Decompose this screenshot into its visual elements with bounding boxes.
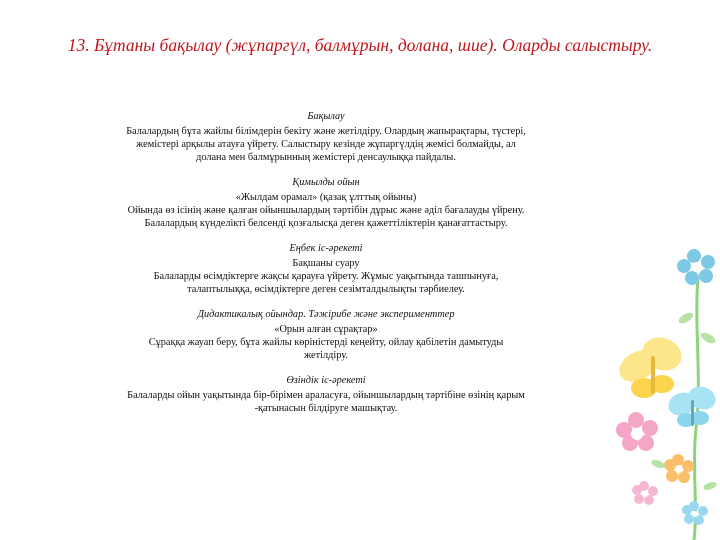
vine-stem [694,278,698,540]
blue-butterfly-icon [665,383,719,427]
text-line: Ойында өз ісінің және қалған ойыншылардың тәртібін дұрыс және әділ бағалауды үйрену. [127,205,525,216]
orange-flower-icon [664,454,694,483]
section-heading: Өзіндік іс-әрекеті [286,375,366,386]
leaf-icon [699,331,717,346]
section-heading: Дидактикалық ойындар. Тәжірибе және эксперименттер [197,309,455,320]
section-didactic-games [40,308,612,362]
leaf-icon [702,480,718,491]
text-line: долана мен балмұрынның жемістері денсаулыққа пайдалы. [196,152,456,163]
text-line: Балалардың күнделікті белсенді қозғалысқа деген қажеттіліктерін қанағаттастыру. [144,218,508,229]
page-title: 13. Бұтаны бақылау (жұпаргүл, балмұрын, долана, шие). Оларды салыстыру. [67,35,653,55]
section-heading: Еңбек іс-әрекеті [289,243,363,254]
small-pink-flower-icon [632,481,658,505]
pink-flower-icon [616,412,658,451]
text-line: Балаларды ойын уақытында бір-бірімен араласуға, ойыншылардың тәртібіне өзінің қарым [127,390,525,401]
text-line: талаптылыққа, өсімдіктерге деген сезімталдылықты тәрбиелеу. [187,284,465,295]
blue-flower-icon [677,249,715,285]
section-active-game [40,176,612,230]
section-labor [40,242,612,296]
leaf-icon [677,311,695,326]
text-line: -қатынасын білдіруге машықтау. [254,403,398,414]
section-heading: Бақылау [307,111,345,122]
text-line: Балаларды өсімдіктерге жақсы қарауға үйрету. Жұмыс уақытында ташпынуға, [153,271,499,282]
text-line: Бақшаны суару [292,258,360,269]
yellow-butterfly-icon [614,332,687,398]
section-heading: Қимылды ойын [292,177,360,188]
text-line: «Орын алған сұрақтар» [274,324,378,335]
leaf-icon [650,458,666,469]
text-line: Балалардың бұта жайлы білімдерін бекіту және жетілдіру. Олардың жапырақтары, түстері, [126,126,526,137]
flowers-butterflies-decoration [598,238,720,540]
section-independent-activity [40,374,612,415]
bottom-blue-flower-icon [682,501,708,525]
section-observation [40,110,612,164]
text-line: жемістері арқылы атауға үйрету. Салыстыру кезінде жұпаргүлдің жемісі болмайды, ал [136,139,516,150]
text-line: Сұраққа жауап беру, бұта жайлы көріністерді кеңейту, ойлау қабілетін дамытуды [148,337,504,348]
content-body [40,110,612,427]
text-line: жетілдіру. [304,350,348,361]
text-line: «Жылдам орамал» (қазақ ұлттық ойыны) [235,192,417,203]
